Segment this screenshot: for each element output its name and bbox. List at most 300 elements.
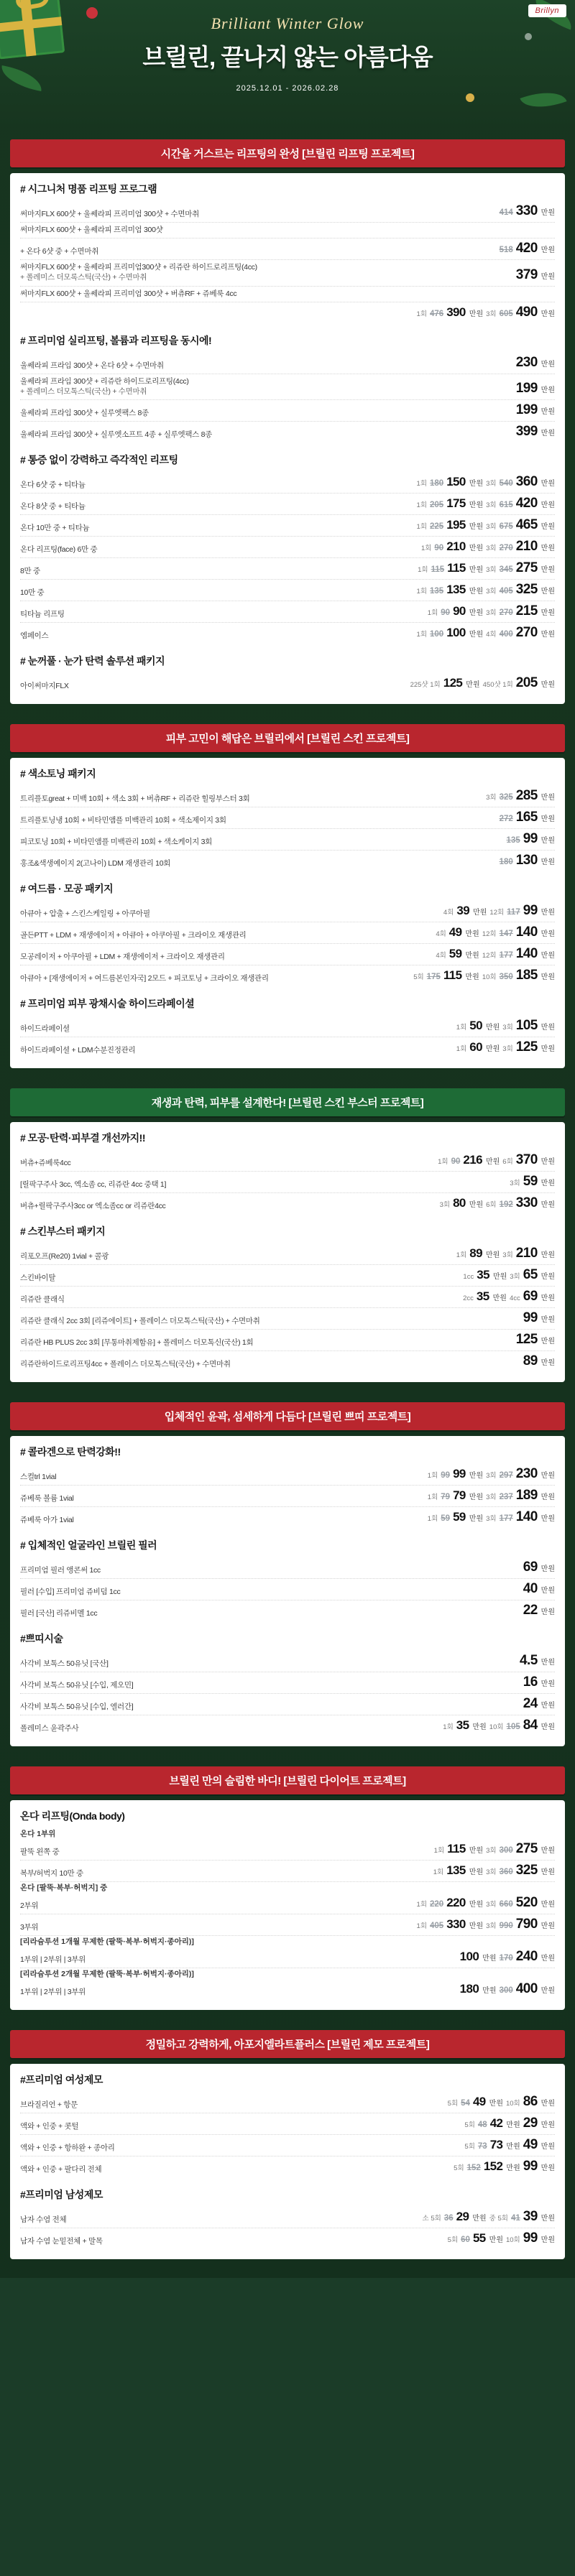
price-unit: 만원 [540, 501, 555, 510]
price-new-second: 99 [523, 903, 538, 919]
price-unit: 만원 [469, 1493, 484, 1502]
price-row [20, 1243, 555, 1265]
price-row-name [20, 909, 443, 919]
price-row-name [20, 1659, 520, 1669]
price-row-name [20, 1868, 433, 1878]
price-row [20, 580, 555, 601]
price-old-second: 41 [510, 2214, 520, 2223]
price-unit: 만원 [540, 1987, 555, 1996]
price-new-second: 59 [523, 1174, 538, 1190]
price-row [20, 260, 555, 286]
price-unit: 만원 [540, 1180, 555, 1188]
price-qty-first: 1회 [416, 523, 428, 532]
price-row-name-text: 울쎄라피 프라임 300샷 + 실루엣팩스 8종 [20, 408, 149, 417]
price-row-name-text: 티타늄 리프팅 [20, 609, 65, 618]
price-qty-first: 1회 [427, 1472, 438, 1481]
price-group-heading: # 여드름 · 모공 패키지 [20, 883, 114, 895]
price-group [20, 1224, 555, 1372]
price-new-first: 50 [469, 1019, 482, 1033]
price-old-first: 60 [461, 2236, 470, 2245]
price-row [20, 1557, 555, 1579]
hero-banner [0, 0, 575, 126]
price-unit: 만원 [540, 794, 555, 802]
price-row [20, 829, 555, 851]
price-qty-first: 5회 [447, 2236, 459, 2245]
price-row [20, 238, 555, 260]
price-new-first: 115 [443, 968, 462, 983]
price-row-name [20, 973, 413, 983]
price-row [20, 1351, 555, 1372]
price-old-first: 36 [443, 2214, 454, 2223]
price-group-heading: # 프리미엄 피부 광채시술 하이드라페이셜 [20, 998, 195, 1010]
price-row-name-text: 필러 [수입] 프리미엄 쥬비덤 1cc [20, 1587, 121, 1596]
price-qty-first: 1회 [438, 1158, 448, 1167]
price-old-second: 990 [499, 1922, 513, 1931]
price-new-first: 39 [456, 904, 470, 918]
price-new-second: 420 [515, 496, 538, 511]
price-values [443, 903, 555, 919]
promo-section [0, 1389, 575, 1753]
price-new-second: 140 [515, 946, 538, 962]
price-row [20, 2113, 555, 2135]
price-qty-second: 3회 [510, 1273, 520, 1282]
price-row-name-text: 남자 수염 눈밑전체 + 말목 [20, 2236, 103, 2246]
price-row-name-text: 하이드라페이셜 [20, 1024, 70, 1033]
price-values [520, 1653, 555, 1669]
price-row-name [20, 2164, 454, 2174]
promo-section [0, 1075, 575, 1389]
price-values [417, 625, 555, 641]
price-row-name-text: 엠페이스 [20, 631, 49, 640]
price-values [434, 1841, 555, 1857]
price-row [20, 1579, 555, 1600]
price-row-name [20, 1472, 428, 1482]
ornament-icon [86, 7, 98, 19]
price-row [20, 2207, 555, 2228]
price-group-heading: # 콜라겐으로 탄력강화!! [20, 1446, 121, 1458]
price-values [418, 560, 555, 576]
price-new-first: 42 [489, 2116, 503, 2131]
price-subheading: [리라슘루션 2개월 무제한 (팔뚝·복부·허벅지·종아리)] [20, 1970, 194, 1979]
price-old-second: 117 [507, 908, 520, 917]
price-unit: 만원 [540, 1294, 555, 1303]
price-group-heading: # 통증 없이 강력하고 즉각적인 리프팅 [20, 454, 178, 466]
price-qty-first: 1회 [416, 480, 428, 488]
price-qty-first: 1회 [420, 545, 432, 553]
price-values [448, 2230, 555, 2246]
price-unit: 만원 [540, 815, 555, 824]
price-unit: 만원 [540, 2143, 555, 2151]
price-group [20, 453, 555, 644]
price-row [20, 1600, 555, 1621]
price-new-second: 49 [523, 2137, 538, 2153]
price-new-first: 330 [446, 1917, 466, 1932]
price-row [20, 1914, 555, 1936]
price-unit: 만원 [540, 973, 555, 982]
price-new-second: 330 [515, 1195, 538, 1211]
price-values [516, 402, 555, 418]
price-row-name [20, 1901, 417, 1911]
price-group-heading: # 입체적인 얼굴라인 브릴린 필러 [20, 1539, 157, 1552]
price-unit: 만원 [540, 310, 555, 318]
price-new-second: 465 [515, 517, 538, 533]
price-unit: 만원 [540, 1955, 555, 1963]
price-qty-first: 5회 [464, 2121, 475, 2130]
price-unit: 만원 [540, 1901, 555, 1909]
price-row [20, 1507, 555, 1528]
price-new-second: 215 [515, 603, 538, 619]
price-new-first: 115 [447, 561, 466, 575]
price-new-first: 49 [448, 925, 462, 940]
price-unit: 만원 [540, 360, 555, 369]
price-row-name-text: 스킨바이탈 [20, 1273, 56, 1282]
price-row-name [20, 1359, 523, 1369]
price-qty-first: 4회 [436, 952, 446, 960]
price-old-first: 225 [430, 522, 444, 532]
hero-script-text: Brilliant Winter Glow [211, 14, 364, 32]
price-qty-second: 3회 [486, 501, 497, 510]
price-row-name [20, 1608, 523, 1618]
price-new-first: 80 [453, 1196, 466, 1210]
price-qty-second: 3회 [486, 545, 497, 553]
price-row-name [20, 1987, 460, 1997]
price-new-second: 379 [515, 267, 538, 282]
price-unit: 만원 [472, 1723, 487, 1732]
price-qty-first: 소 5회 [422, 2215, 441, 2223]
price-new-first: 390 [446, 305, 466, 319]
price-new-second: 99 [523, 831, 538, 847]
price-new-first: 175 [446, 496, 466, 511]
price-new-second: 400 [515, 1981, 538, 1997]
price-unit: 만원 [469, 310, 484, 318]
price-unit: 만원 [465, 973, 479, 982]
price-row-name [20, 480, 417, 490]
price-values [410, 675, 555, 691]
price-row-name-text: 버츄+릴팍구주사3cc or 엑소좀cc or 리쥬란4cc [20, 1201, 166, 1210]
price-row [20, 1150, 555, 1172]
price-new-second: 16 [523, 1674, 538, 1690]
price-old-second: 300 [499, 1846, 513, 1855]
price-group-heading: #프리미엄 남성제모 [20, 2189, 103, 2201]
price-qty-second: 3회 [486, 1472, 497, 1481]
section-title: 시간을 거스르는 리프팅의 완성 [브릴린 리프팅 프로젝트] [10, 139, 565, 167]
price-unit: 만원 [540, 1702, 555, 1710]
price-new-second: 140 [515, 925, 538, 940]
price-unit: 만원 [540, 2100, 555, 2108]
price-unit: 만원 [485, 1251, 500, 1260]
price-new-second: 520 [515, 1895, 538, 1911]
price-new-second: 29 [523, 2116, 538, 2131]
price-values [428, 1466, 555, 1482]
price-row-name-text: 아이써마지FLX [20, 681, 69, 690]
price-new-second: 230 [515, 1466, 538, 1482]
price-values [436, 925, 555, 940]
price-values [510, 1174, 555, 1190]
price-row-name-text: 쥬베룩 아가 1vial [20, 1515, 74, 1524]
price-values [507, 831, 555, 847]
price-row-name [20, 408, 516, 418]
price-unit: 만원 [489, 2100, 503, 2108]
section-panel [10, 173, 565, 704]
price-new-first: 73 [489, 2138, 503, 2152]
price-new-second: 89 [523, 1353, 538, 1369]
price-row-name-text: 프리미엄 필러 앵콘써 1cc [20, 1565, 101, 1575]
price-qty-second: 3회 [502, 1251, 513, 1260]
price-new-second: 165 [515, 810, 538, 825]
price-group-heading: #프리미엄 여성제모 [20, 2074, 103, 2086]
price-row-name-text: 리쥬란 클래식 [20, 1294, 65, 1304]
price-group [20, 333, 555, 443]
price-unit: 만원 [506, 2121, 520, 2130]
price-qty-second: 3회 [486, 523, 497, 532]
price-row-name [20, 209, 500, 219]
price-new-first: 100 [459, 1950, 479, 1964]
price-qty-second: 3회 [486, 1868, 497, 1877]
price-row [20, 558, 555, 580]
price-row-name-text: 홍조&색생예이지 2(고나이) LDM 재생관리 10회 [20, 858, 171, 868]
price-row [20, 537, 555, 558]
price-row-name-text: 복부/허벅지 10만 중 [20, 1868, 83, 1878]
price-row-name-text: + 온다 6샷 중 + 수면마취 [20, 247, 99, 256]
price-row-name [20, 837, 507, 847]
section-title: 재생과 탄력, 피부를 설계한다! [브릴린 스킨 부스터 프로젝트] [10, 1088, 565, 1116]
price-row [20, 1672, 555, 1694]
price-qty-first: 5회 [447, 2100, 459, 2108]
price-row-name [20, 2143, 464, 2153]
price-unit: 만원 [540, 272, 555, 281]
price-new-first: 180 [459, 1982, 479, 1996]
price-row-name [20, 588, 417, 598]
price-qty-second: 3회 [486, 1847, 497, 1855]
section-panel [10, 1436, 565, 1746]
section-title: 피부 고민이 해답은 브릴리에서 [브릴린 스킨 프로젝트] [10, 724, 565, 752]
price-new-second: 270 [515, 625, 538, 641]
price-row [20, 223, 555, 238]
price-values [443, 1718, 555, 1733]
price-qty-first: 5회 [464, 2143, 475, 2151]
price-qty-first: 1회 [433, 1847, 445, 1855]
price-values [428, 1488, 555, 1504]
price-old-second: 270 [499, 544, 513, 553]
price-qty-second: 10회 [505, 2100, 520, 2108]
price-row-name-text: 1부위 | 2부위 | 3부위 [20, 1987, 86, 1996]
price-values [421, 539, 555, 555]
price-row [20, 1861, 555, 1882]
price-unit: 만원 [540, 1847, 555, 1855]
price-new-first: 99 [453, 1467, 466, 1481]
price-unit: 만원 [473, 909, 487, 917]
price-unit: 만원 [540, 837, 555, 845]
price-row-name [20, 1180, 510, 1190]
price-unit: 만원 [540, 1338, 555, 1346]
price-row-name-text: 1부위 | 2부위 | 3부위 [20, 1955, 86, 1964]
price-row [20, 623, 555, 644]
price-values [486, 788, 555, 804]
price-row-name [20, 952, 436, 962]
price-row-name-text: 아큐아 + 압출 + 스킨스케일링 + 아쿠아필 [20, 909, 150, 918]
price-unit: 만원 [482, 1955, 497, 1963]
price-unit: 만원 [469, 480, 484, 488]
price-row-name-text: 리쥬란하이드로리프팅4cc + 폴레이스 더모톡스틱(국산) + 수면마취 [20, 1359, 231, 1368]
price-row-name-text: 트리플토great + 미백 10회 + 색소 3회 + 버츄RF + 리쥬란 힐링부스터 3회 [20, 794, 250, 803]
price-new-first: 90 [453, 604, 466, 618]
price-unit: 만원 [540, 1472, 555, 1481]
price-qty-second: 3회 [502, 1024, 513, 1032]
price-old-second: 605 [499, 309, 513, 318]
price-group [20, 1538, 555, 1621]
price-qty-second: 3회 [486, 310, 497, 318]
price-row-name-text: 10만 중 [20, 588, 45, 597]
price-old-second: 192 [499, 1200, 513, 1210]
price-old-first: 152 [466, 2164, 481, 2173]
price-row [20, 1265, 555, 1287]
price-old-second: 272 [499, 815, 513, 824]
price-new-second: 790 [515, 1917, 538, 1932]
price-new-second: 185 [515, 968, 538, 983]
price-unit: 만원 [469, 1847, 484, 1855]
price-group [20, 881, 555, 986]
price-qty-second: 450샷 1회 [482, 681, 513, 690]
price-unit: 만원 [469, 609, 484, 618]
price-old-first: 90 [434, 544, 444, 553]
price-row [20, 494, 555, 515]
price-row [20, 287, 555, 302]
price-values [417, 517, 555, 533]
brand-badge: Brillyn [528, 4, 566, 17]
price-unit: 만원 [540, 2236, 555, 2245]
price-new-second: 105 [515, 1018, 538, 1034]
price-qty-second: 6회 [486, 1201, 497, 1210]
price-row-name [20, 2100, 448, 2110]
price-values [428, 603, 555, 619]
price-values [516, 355, 555, 371]
price-values [423, 2209, 555, 2225]
price-values [523, 1310, 555, 1326]
price-old-second: 135 [506, 836, 520, 845]
price-unit: 만원 [469, 523, 484, 532]
price-old-second: 177 [499, 951, 513, 960]
price-unit: 만원 [540, 1922, 555, 1931]
price-new-second: 240 [515, 1949, 538, 1965]
section-panel [10, 1122, 565, 1382]
price-row-name-text: 리쥬란 클래식 2cc 3회 [리쥬에이트] + 폴레이스 더모톡스틱(국산) + 수면마취 [20, 1316, 260, 1325]
price-old-second: 540 [499, 479, 513, 488]
price-new-first: 49 [472, 2095, 486, 2109]
price-unit: 만원 [540, 1201, 555, 1210]
price-old-second: 147 [499, 930, 513, 939]
price-row-name [20, 376, 516, 397]
price-values [460, 1981, 555, 1997]
section-panel [10, 2064, 565, 2259]
price-new-second: 4.5 [520, 1653, 538, 1669]
price-row [20, 1839, 555, 1861]
price-values [523, 1581, 555, 1597]
price-unit: 만원 [540, 609, 555, 618]
price-row-name-text: 리쥬란 HB PLUS 2cc 3회 [무통마취제함유] + 폴레미스 더모톡신(국산) 1회 [20, 1338, 254, 1347]
price-qty-second: 3회 [486, 588, 497, 596]
price-values [464, 2116, 555, 2131]
price-row [20, 1037, 555, 1058]
price-unit: 만원 [540, 1024, 555, 1032]
price-row-name [20, 1294, 463, 1305]
price-values [463, 1267, 555, 1283]
price-unit: 만원 [469, 1901, 484, 1909]
price-qty-second: 3회 [486, 609, 497, 618]
price-new-second: 399 [515, 424, 538, 440]
price-row-name-text: 울쎄라피 프라임 300샷 + 온다 6샷 + 수면마취 [20, 361, 164, 370]
price-row-name-text: 온다 6샷 중 + 티타늄 [20, 480, 86, 489]
price-qty-second: 12회 [482, 930, 497, 939]
price-group [20, 766, 555, 871]
section-panel [10, 758, 565, 1068]
price-group [20, 182, 555, 323]
price-new-second: 99 [523, 2159, 538, 2174]
price-row [20, 1486, 555, 1507]
price-row-name-text: 온다 10만 중 + 티타늄 [20, 523, 90, 532]
price-unit: 만원 [469, 631, 484, 639]
price-group-heading: #쁘띠시술 [20, 1633, 63, 1645]
price-old-second: 615 [499, 501, 513, 510]
price-values [438, 1152, 555, 1168]
price-row-name-text: 필러 [국산] 리쥬비멜 1cc [20, 1608, 98, 1618]
price-row-name [20, 1493, 428, 1504]
price-new-second: 189 [515, 1488, 538, 1504]
price-qty-first: 1회 [416, 501, 428, 510]
price-unit: 만원 [472, 2215, 487, 2223]
price-new-first: 55 [472, 2231, 486, 2246]
price-new-second: 330 [515, 203, 538, 218]
price-qty-second: 10회 [505, 2236, 520, 2245]
price-new-second: 39 [523, 2209, 538, 2225]
price-values [523, 1696, 555, 1712]
price-new-second: 24 [523, 1696, 538, 1712]
price-row-name [20, 1847, 434, 1857]
price-new-second: 210 [515, 1246, 538, 1261]
price-qty-first: 2cc [463, 1294, 474, 1303]
price-row-name [20, 2121, 464, 2131]
price-new-second: 125 [515, 1039, 538, 1055]
promo-section [0, 1753, 575, 2017]
price-row-name [20, 501, 417, 511]
price-row [20, 1330, 555, 1351]
price-old-first: 79 [441, 1493, 451, 1502]
price-unit: 만원 [540, 1515, 555, 1524]
price-row [20, 922, 555, 944]
price-old-first: 405 [430, 1922, 444, 1931]
price-row-name-text: 써마지FLX 600샷 + 울쎄라피 프리미엄 300샷 + 버츄RF + 쥬베룩 4cc [20, 289, 237, 298]
price-unit: 만원 [540, 1316, 555, 1325]
price-old-second: 660 [499, 1900, 513, 1909]
price-old-first: 48 [477, 2121, 487, 2130]
price-row-name [20, 1338, 516, 1348]
price-unit: 만원 [540, 1723, 555, 1732]
price-unit: 만원 [540, 1680, 555, 1689]
price-values [454, 2159, 555, 2174]
price-row-name [20, 1587, 523, 1597]
price-row [20, 472, 555, 494]
price-row-name [20, 289, 555, 299]
price-unit: 만원 [540, 952, 555, 960]
price-group [20, 1131, 555, 1214]
price-unit: 만원 [540, 858, 555, 867]
price-group [20, 1445, 555, 1528]
price-unit: 만원 [540, 1359, 555, 1368]
price-qty-second: 10회 [482, 973, 497, 982]
price-row-name [20, 430, 516, 440]
price-unit: 만원 [540, 1565, 555, 1574]
price-row-name-text: 8만 중 [20, 566, 40, 575]
price-row-name-text: 3부위 [20, 1922, 39, 1932]
